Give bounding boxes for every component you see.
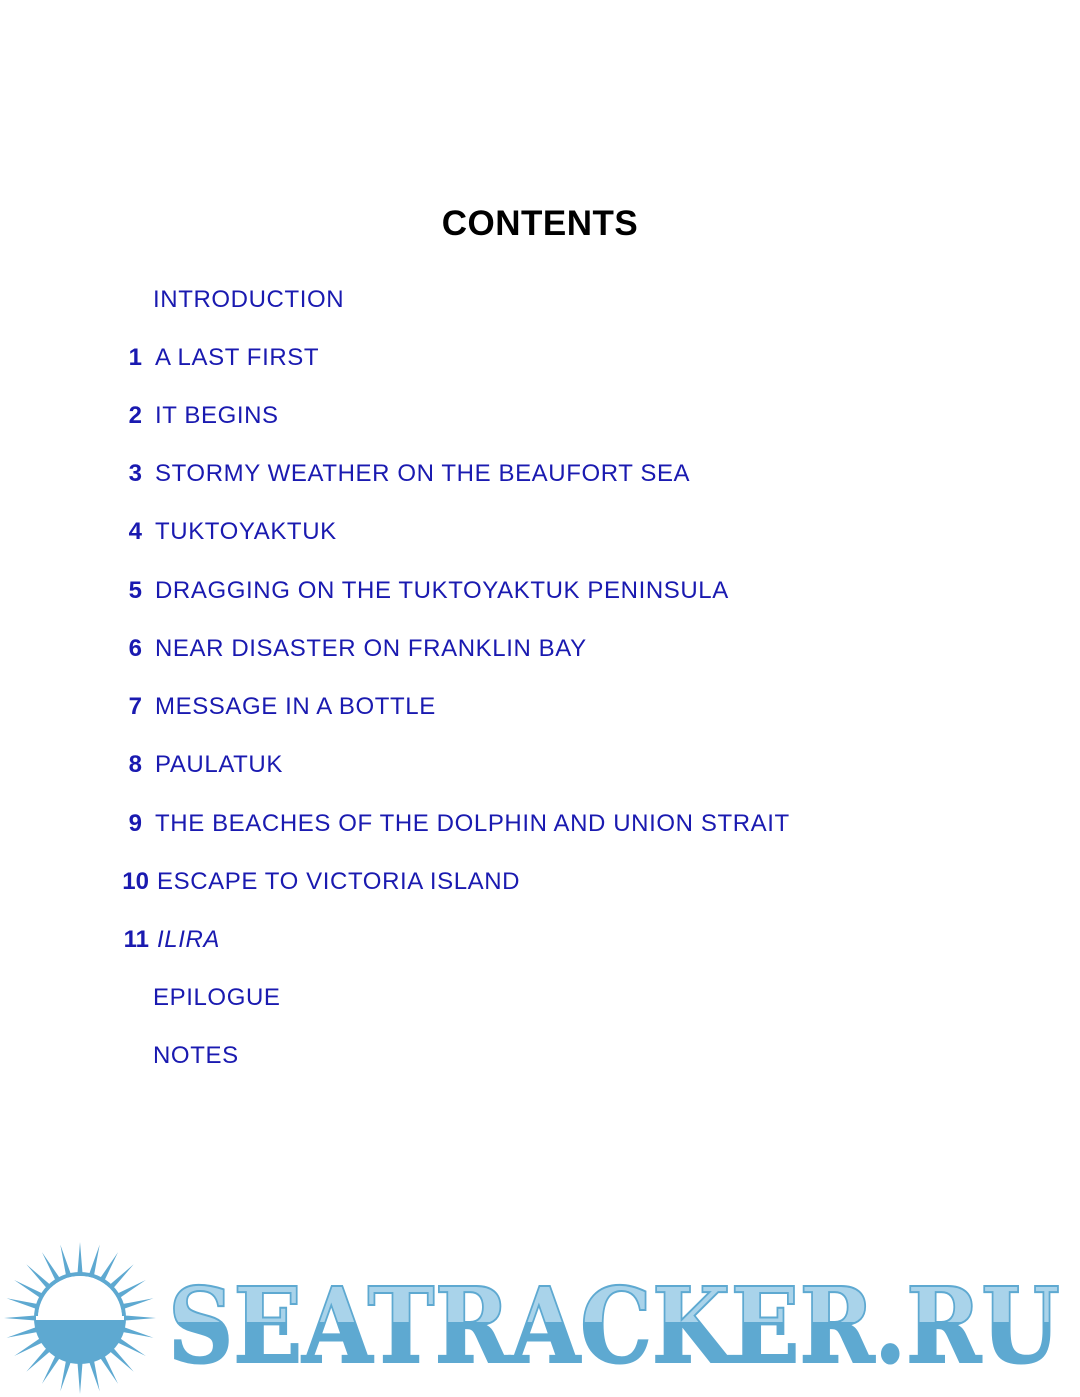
- toc-entry-label: IT BEGINS: [155, 402, 279, 429]
- toc-entry-chapter-1[interactable]: [0, 338, 1080, 378]
- toc-entry-label: EPILOGUE: [153, 984, 281, 1011]
- toc-entry-number: 9: [128, 810, 142, 837]
- toc-entry-label: NEAR DISASTER ON FRANKLIN BAY: [155, 635, 587, 662]
- toc-entry-number: 5: [128, 577, 142, 604]
- toc-entry-label: NOTES: [153, 1042, 239, 1069]
- toc-entry-number: 2: [128, 402, 142, 429]
- toc-entry-chapter-5[interactable]: [0, 571, 1080, 611]
- page-title: CONTENTS: [441, 204, 639, 243]
- toc-entry-label: ESCAPE TO VICTORIA ISLAND: [157, 868, 521, 895]
- toc-entry-chapter-3[interactable]: [0, 454, 1080, 494]
- toc-entry-introduction[interactable]: [0, 280, 1080, 320]
- toc-entry-chapter-10[interactable]: [0, 862, 1080, 902]
- toc-entry-number: 3: [128, 460, 142, 487]
- toc-entry-chapter-8[interactable]: [0, 745, 1080, 785]
- toc-entry-label: THE BEACHES OF THE DOLPHIN AND UNION STRAIT: [155, 810, 790, 837]
- toc-entry-chapter-9[interactable]: [0, 804, 1080, 844]
- toc-entry-label: INTRODUCTION: [153, 286, 345, 313]
- toc-entry-notes[interactable]: [0, 1036, 1080, 1076]
- toc-entry-number: 7: [128, 693, 142, 720]
- toc-entry-label: MESSAGE IN A BOTTLE: [155, 693, 436, 720]
- toc-entry-epilogue[interactable]: [0, 978, 1080, 1018]
- toc-entry-label: TUKTOYAKTUK: [155, 518, 337, 545]
- toc-entry-number: 1: [128, 344, 142, 371]
- seatracker-watermark-logo: [0, 1236, 1080, 1397]
- toc-entry-label: PAULATUK: [155, 751, 283, 778]
- toc-entry-label: STORMY WEATHER ON THE BEAUFORT SEA: [155, 460, 691, 487]
- sunburst-icon: [4, 1242, 156, 1394]
- toc-entry-number: 8: [128, 751, 142, 778]
- watermark-text: SEATRACKER.RU: [168, 1264, 1060, 1387]
- toc-entry-number: 10: [122, 868, 149, 895]
- toc-entry-chapter-11[interactable]: [0, 920, 1080, 960]
- toc-entry-chapter-7[interactable]: [0, 687, 1080, 727]
- toc-entry-label: A LAST FIRST: [155, 344, 320, 371]
- toc-entry-number: 4: [128, 518, 142, 545]
- toc-entry-chapter-2[interactable]: [0, 396, 1080, 436]
- toc-entry-label: DRAGGING ON THE TUKTOYAKTUK PENINSULA: [155, 577, 729, 604]
- toc-entry-number: 6: [128, 635, 142, 662]
- toc-entry-number: 11: [123, 926, 149, 953]
- toc-entry-label: ILIRA: [157, 926, 221, 953]
- toc-entry-chapter-6[interactable]: [0, 629, 1080, 669]
- toc-entry-chapter-4[interactable]: [0, 512, 1080, 552]
